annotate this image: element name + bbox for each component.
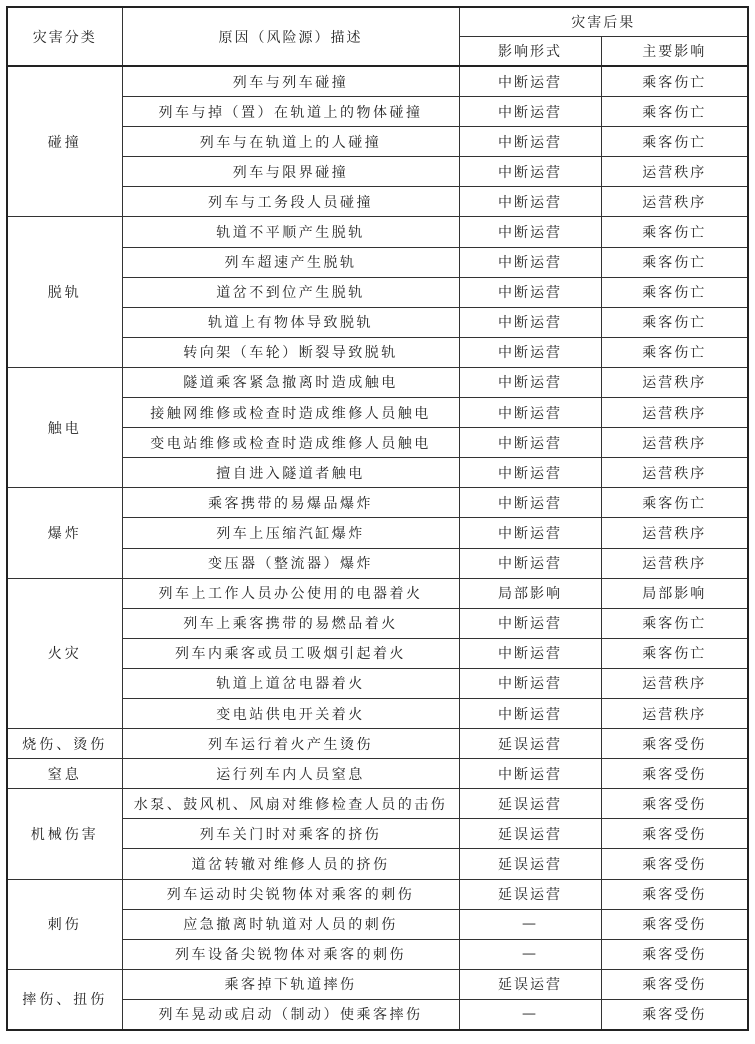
impact-cell: 运营秩序 [601, 428, 748, 458]
impact-cell: 乘客受伤 [601, 729, 748, 759]
table-row [7, 789, 748, 819]
cause-cell: 变电站供电开关着火 [122, 698, 459, 728]
impact-cell: 乘客受伤 [601, 909, 748, 939]
form-cell: 中断运营 [459, 247, 601, 277]
cause-cell: 列车上压缩汽缸爆炸 [122, 518, 459, 548]
form-cell: 中断运营 [459, 277, 601, 307]
cause-cell: 转向架（车轮）断裂导致脱轨 [122, 337, 459, 367]
impact-cell: 乘客受伤 [601, 789, 748, 819]
form-cell: 中断运营 [459, 668, 601, 698]
cause-cell: 列车与在轨道上的人碰撞 [122, 127, 459, 157]
cause-cell: 列车与工务段人员碰撞 [122, 187, 459, 217]
form-cell: 延误运营 [459, 729, 601, 759]
form-cell: 中断运营 [459, 367, 601, 397]
header-impact: 主要影响 [601, 37, 748, 67]
cause-cell: 隧道乘客紧急撤离时造成触电 [122, 367, 459, 397]
table-row [7, 488, 748, 518]
form-cell: 中断运营 [459, 337, 601, 367]
form-cell: 中断运营 [459, 518, 601, 548]
form-cell: 中断运营 [459, 398, 601, 428]
cause-cell: 列车超速产生脱轨 [122, 247, 459, 277]
cause-cell: 变压器（整流器）爆炸 [122, 548, 459, 578]
impact-cell: 运营秩序 [601, 698, 748, 728]
impact-cell: 运营秩序 [601, 548, 748, 578]
cause-cell: 乘客携带的易爆品爆炸 [122, 488, 459, 518]
impact-cell: 运营秩序 [601, 157, 748, 187]
table-row [7, 367, 748, 397]
table-row [7, 66, 748, 97]
cause-cell: 水泵、鼓风机、风扇对维修检查人员的击伤 [122, 789, 459, 819]
impact-cell: 运营秩序 [601, 458, 748, 488]
impact-cell: 乘客伤亡 [601, 638, 748, 668]
impact-cell: 乘客伤亡 [601, 97, 748, 127]
cause-cell: 列车与列车碰撞 [122, 66, 459, 97]
category-cell: 窒息 [7, 759, 122, 789]
cause-cell: 列车运动时尖锐物体对乘客的刺伤 [122, 879, 459, 909]
form-cell: 中断运营 [459, 428, 601, 458]
table-row [7, 578, 748, 608]
impact-cell: 乘客受伤 [601, 999, 748, 1030]
cause-cell: 列车与掉（置）在轨道上的物体碰撞 [122, 97, 459, 127]
impact-cell: 乘客伤亡 [601, 337, 748, 367]
cause-cell: 轨道上有物体导致脱轨 [122, 307, 459, 337]
impact-cell: 运营秩序 [601, 398, 748, 428]
form-cell: 中断运营 [459, 488, 601, 518]
cause-cell: 列车与限界碰撞 [122, 157, 459, 187]
category-cell: 烧伤、烫伤 [7, 729, 122, 759]
cause-cell: 列车上乘客携带的易燃品着火 [122, 608, 459, 638]
header-cause: 原因（风险源）描述 [122, 7, 459, 66]
form-cell: 中断运营 [459, 548, 601, 578]
form-cell: 中断运营 [459, 608, 601, 638]
form-cell: 中断运营 [459, 127, 601, 157]
category-cell: 触电 [7, 367, 122, 487]
impact-cell: 乘客伤亡 [601, 307, 748, 337]
form-cell: 延误运营 [459, 969, 601, 999]
header-row-1 [7, 7, 748, 37]
impact-cell: 乘客受伤 [601, 939, 748, 969]
form-cell: 中断运营 [459, 759, 601, 789]
form-cell: 延误运营 [459, 879, 601, 909]
impact-cell: 运营秩序 [601, 518, 748, 548]
form-cell: — [459, 939, 601, 969]
cause-cell: 列车晃动或启动（制动）使乘客摔伤 [122, 999, 459, 1030]
impact-cell: 乘客受伤 [601, 819, 748, 849]
cause-cell: 运行列车内人员窒息 [122, 759, 459, 789]
form-cell: 延误运营 [459, 789, 601, 819]
cause-cell: 列车内乘客或员工吸烟引起着火 [122, 638, 459, 668]
impact-cell: 运营秩序 [601, 668, 748, 698]
cause-cell: 轨道不平顺产生脱轨 [122, 217, 459, 247]
form-cell: 延误运营 [459, 849, 601, 879]
impact-cell: 乘客伤亡 [601, 66, 748, 97]
impact-cell: 乘客受伤 [601, 969, 748, 999]
header-category: 灾害分类 [7, 7, 122, 66]
cause-cell: 应急撤离时轨道对人员的刺伤 [122, 909, 459, 939]
form-cell: 局部影响 [459, 578, 601, 608]
header-consequence: 灾害后果 [459, 7, 748, 37]
impact-cell: 乘客伤亡 [601, 127, 748, 157]
impact-cell: 局部影响 [601, 578, 748, 608]
form-cell: 中断运营 [459, 307, 601, 337]
table-row [7, 729, 748, 759]
impact-cell: 乘客伤亡 [601, 488, 748, 518]
header-form: 影响形式 [459, 37, 601, 67]
form-cell: 中断运营 [459, 217, 601, 247]
form-cell: 延误运营 [459, 819, 601, 849]
impact-cell: 运营秩序 [601, 367, 748, 397]
form-cell: 中断运营 [459, 638, 601, 668]
form-cell: 中断运营 [459, 458, 601, 488]
cause-cell: 道岔转辙对维修人员的挤伤 [122, 849, 459, 879]
form-cell: 中断运营 [459, 157, 601, 187]
table-body [7, 66, 748, 1030]
cause-cell: 轨道上道岔电器着火 [122, 668, 459, 698]
form-cell: 中断运营 [459, 698, 601, 728]
form-cell: 中断运营 [459, 187, 601, 217]
cause-cell: 乘客掉下轨道摔伤 [122, 969, 459, 999]
impact-cell: 乘客伤亡 [601, 608, 748, 638]
cause-cell: 擅自进入隧道者触电 [122, 458, 459, 488]
table-row [7, 969, 748, 999]
category-cell: 机械伤害 [7, 789, 122, 879]
impact-cell: 乘客伤亡 [601, 277, 748, 307]
hazard-table-container [6, 6, 747, 1031]
form-cell: — [459, 909, 601, 939]
form-cell: 中断运营 [459, 66, 601, 97]
cause-cell: 道岔不到位产生脱轨 [122, 277, 459, 307]
category-cell: 摔伤、扭伤 [7, 969, 122, 1030]
cause-cell: 列车运行着火产生烫伤 [122, 729, 459, 759]
category-cell: 爆炸 [7, 488, 122, 578]
category-cell: 刺伤 [7, 879, 122, 969]
cause-cell: 列车关门时对乘客的挤伤 [122, 819, 459, 849]
cause-cell: 变电站维修或检查时造成维修人员触电 [122, 428, 459, 458]
category-cell: 火灾 [7, 578, 122, 728]
category-cell: 碰撞 [7, 66, 122, 217]
cause-cell: 接触网维修或检查时造成维修人员触电 [122, 398, 459, 428]
impact-cell: 乘客受伤 [601, 849, 748, 879]
category-cell: 脱轨 [7, 217, 122, 367]
impact-cell: 乘客伤亡 [601, 217, 748, 247]
cause-cell: 列车设备尖锐物体对乘客的刺伤 [122, 939, 459, 969]
table-row [7, 879, 748, 909]
hazard-table [6, 6, 749, 1031]
impact-cell: 乘客伤亡 [601, 247, 748, 277]
impact-cell: 乘客受伤 [601, 759, 748, 789]
form-cell: — [459, 999, 601, 1030]
table-row [7, 759, 748, 789]
form-cell: 中断运营 [459, 97, 601, 127]
impact-cell: 运营秩序 [601, 187, 748, 217]
cause-cell: 列车上工作人员办公使用的电器着火 [122, 578, 459, 608]
impact-cell: 乘客受伤 [601, 879, 748, 909]
table-row [7, 217, 748, 247]
